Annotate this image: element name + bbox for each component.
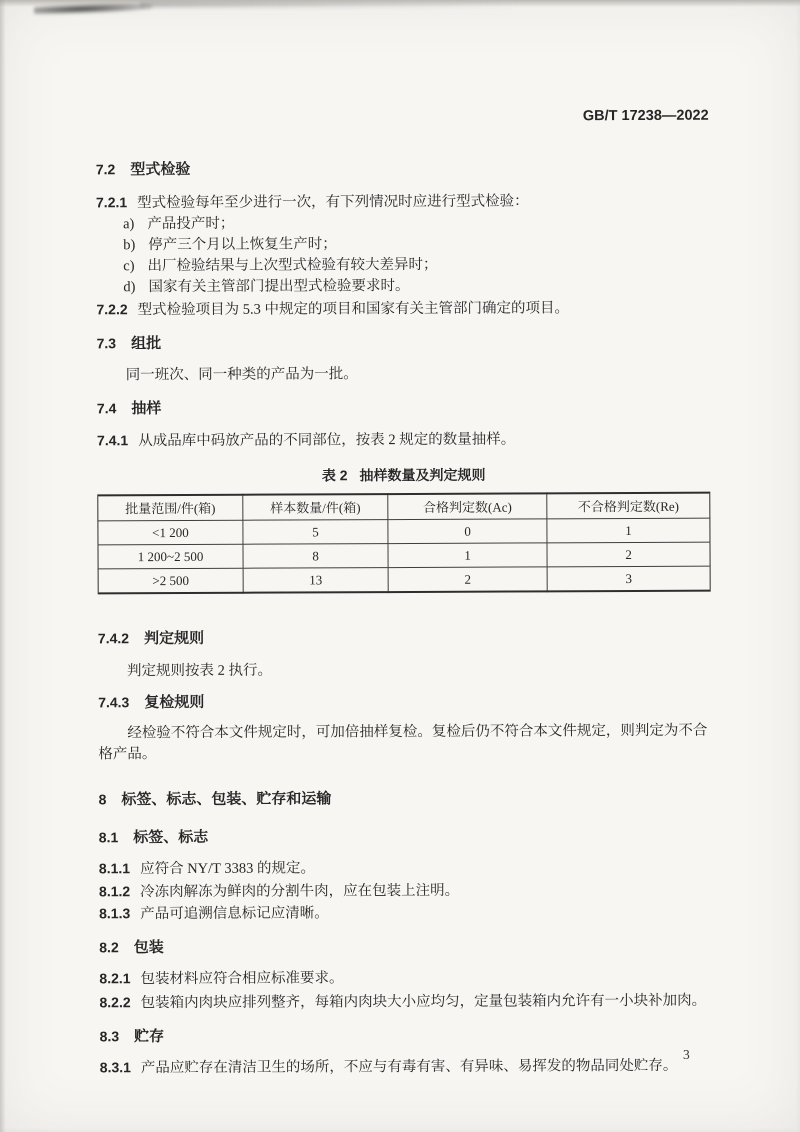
table-cell: 13: [243, 568, 388, 593]
clause-7-4-3-heading: [98, 690, 711, 714]
clause-title: 包装: [133, 939, 164, 957]
clause-title: 复检规则: [144, 693, 205, 712]
list-label: b): [123, 237, 136, 254]
list-text: 产品投产时；: [147, 215, 235, 233]
table-cell: <1 200: [98, 520, 243, 545]
clause-title: 判定规则: [144, 629, 205, 648]
clause-number: 8.2: [99, 939, 119, 956]
list-label: a): [123, 216, 135, 233]
clause-8-heading: [99, 787, 712, 811]
clause-title: 抽样: [131, 400, 162, 418]
clause-text: 产品可追溯信息标记应清晰。: [140, 905, 329, 923]
clause-8-1-1: [99, 856, 712, 881]
clause-7-2-2: [96, 297, 709, 322]
clause-8-2-1: [99, 966, 712, 991]
list-item-d: [96, 275, 709, 299]
table-header-cell: 批量范围/件(箱): [98, 495, 243, 521]
clause-number: 7.4: [96, 400, 117, 417]
clause-text: 冷冻肉解冻为鲜肉的分割牛肉，应在包装上注明。: [140, 882, 460, 901]
clause-number: 7.4.2: [97, 630, 130, 647]
table-cell: 3: [547, 566, 710, 591]
table-row: [98, 518, 710, 545]
table-header-cell: 不合格判定数(Re): [547, 493, 710, 519]
clause-title: 标签、标志: [133, 828, 209, 847]
clause-number: 7.2.2: [96, 301, 128, 318]
clause-7-4-2-text: 判定规则按表 2 执行。: [127, 662, 273, 680]
clause-text: 包装材料应符合相应标准要求。: [140, 970, 344, 988]
scan-left-edge: [0, 0, 6, 1132]
list-text: 出厂检验结果与上次型式检验有较大差异时；: [147, 256, 438, 275]
clause-number: 7.4.3: [98, 694, 130, 711]
clause-7-3-text: 同一班次、同一种类的产品为一批。: [125, 366, 358, 384]
table-cell: 1: [388, 543, 547, 568]
clause-8-1-3: [99, 901, 712, 926]
clause-8-3-1: [100, 1055, 713, 1080]
clause-number: 7.2: [95, 161, 116, 178]
clause-7-3-heading: [97, 331, 710, 355]
list-item-b: [96, 233, 709, 257]
clause-7-4-2-heading: [98, 626, 711, 650]
clause-8-3-heading: [100, 1024, 713, 1048]
table-cell: 1 200~2 500: [98, 544, 243, 569]
standard-code-header: GB/T 17238—2022: [582, 107, 709, 125]
table-cell: 2: [547, 542, 710, 567]
table-row: [98, 566, 710, 593]
clause-number: 8.1.2: [98, 883, 131, 900]
clause-8-1-heading: [99, 825, 712, 849]
clause-7-2-heading: [96, 157, 709, 181]
clause-title: 标签、标志、包装、贮存和运输: [121, 790, 332, 809]
table-cell: 5: [243, 520, 388, 545]
list-label: d): [123, 279, 136, 296]
document-content: [95, 0, 713, 1079]
table-cell: >2 500: [98, 568, 243, 593]
clause-8-2-heading: [99, 935, 712, 959]
list-label: c): [123, 258, 135, 275]
page-number: 3: [683, 1047, 690, 1062]
clause-text: 型式检验项目为 5.3 中规定的项目和国家有关主管部门确定的项目。: [137, 300, 570, 319]
clause-7-4-1: [97, 428, 710, 453]
table-caption-title: 抽样数量及判定规则: [359, 466, 486, 484]
table-2-caption: [97, 464, 710, 487]
list-text: 停产三个月以上恢复生产时；: [148, 236, 337, 254]
clause-number: 8.2.1: [99, 970, 131, 987]
clause-8-2-2: [99, 990, 712, 1015]
clause-number: 7.4.1: [97, 432, 129, 449]
clause-number: 8.1: [98, 829, 119, 846]
table-cell: 8: [243, 544, 388, 569]
clause-number: 8.1.1: [98, 860, 131, 877]
table-cell: 0: [388, 519, 547, 544]
table-header-cell: 合格判定数(Ac): [388, 493, 547, 519]
clause-text: 产品应贮存在清洁卫生的场所，不应与有毒有害、有异味、易挥发的物品同处贮存。: [140, 1057, 678, 1077]
clause-text: 包装箱内肉块应排列整齐，每箱内肉块大小应均匀，定量包装箱内允许有一小块补加肉。: [140, 992, 707, 1012]
list-text: 国家有关主管部门提出型式检验要求时。: [148, 277, 410, 296]
clause-number: 8.3: [99, 1028, 120, 1045]
clause-7-4-heading: [97, 396, 710, 420]
clause-number: 8.3.1: [99, 1059, 131, 1076]
table-row: [98, 542, 710, 569]
list-item-c: [96, 254, 709, 278]
table-header-row: [98, 493, 710, 521]
table-cell: 1: [547, 518, 710, 543]
clause-number: 8.1.3: [99, 905, 131, 922]
table-cell: 2: [388, 567, 547, 592]
clause-title: 贮存: [134, 1028, 165, 1046]
clause-number: 7.3: [96, 335, 117, 352]
clause-title: 组批: [131, 335, 162, 353]
table-header-cell: 样本数量/件(箱): [243, 494, 388, 520]
clause-number: 7.2.1: [95, 194, 128, 211]
clause-number: 8.2.2: [99, 994, 131, 1011]
clause-7-4-3-text: 经检验不符合本文件规定时，可加倍抽样复检。复检后仍不符合本文件规定，则判定为不合格产品。: [98, 722, 708, 763]
clause-title: 型式检验: [130, 160, 191, 179]
table-caption-label: 表 2: [321, 467, 348, 484]
clause-text: 应符合 NY/T 3383 的规定。: [140, 860, 316, 878]
clause-7-2-1: [96, 190, 709, 215]
table-2-sampling: [97, 492, 710, 595]
clause-text: 型式检验每年至少进行一次，有下列情况时应进行型式检验：: [137, 193, 529, 212]
clause-8-1-2: [99, 879, 712, 904]
list-item-a: [96, 212, 709, 236]
clause-number: 8: [98, 791, 107, 808]
clause-text: 从成品库中码放产品的不同部位，按表 2 规定的数量抽样。: [138, 431, 516, 450]
